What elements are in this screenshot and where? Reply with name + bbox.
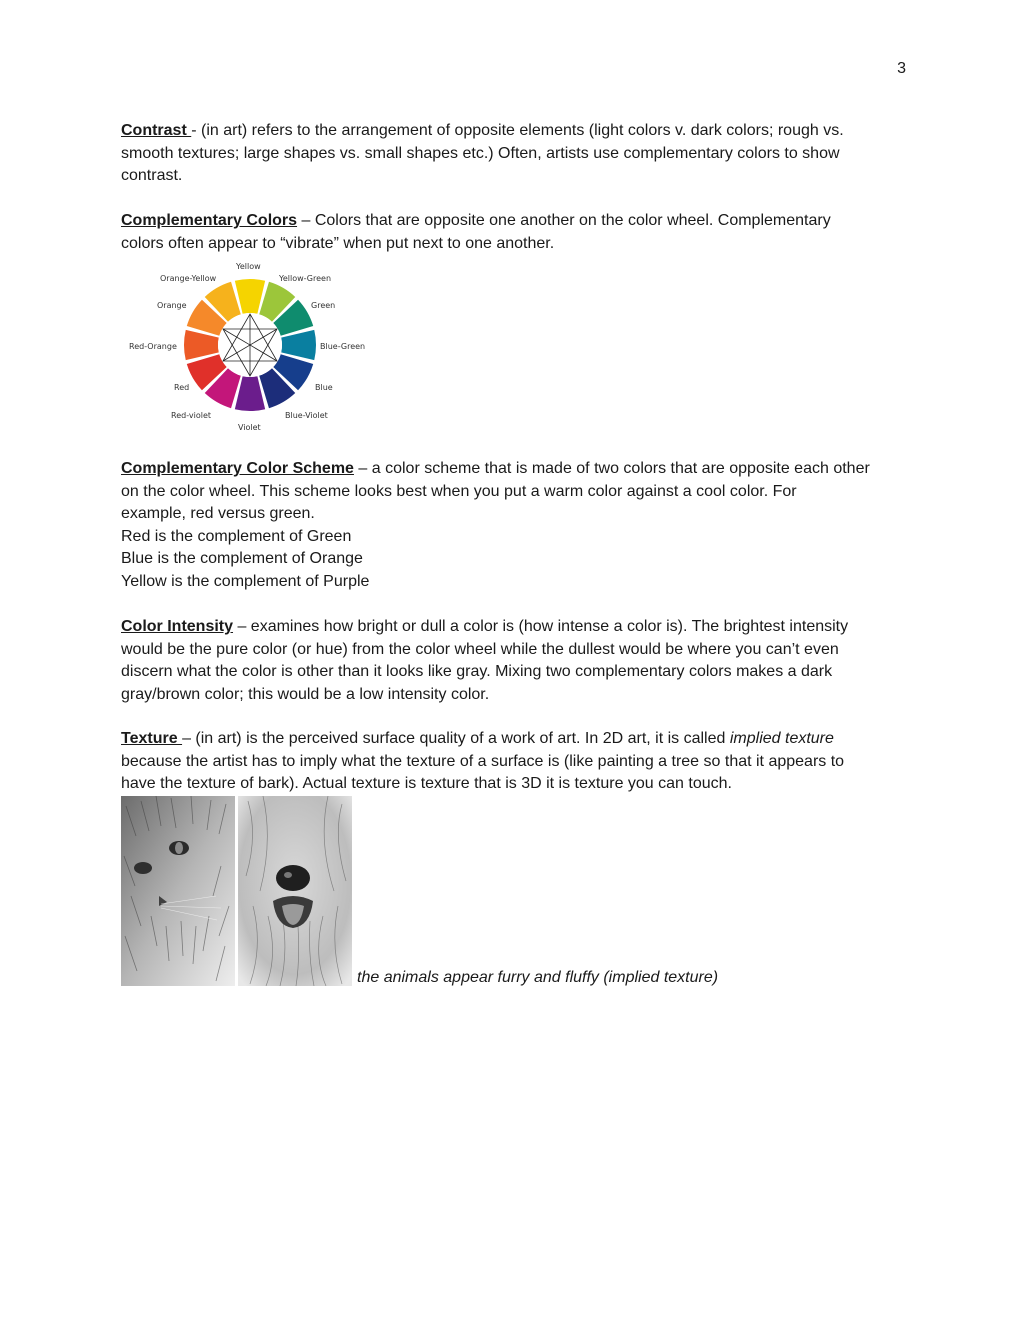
contrast-line-1: - (in art) refers to the arrangement of opposite elements (light colors v. dark colors; rough vs. xyxy=(191,122,844,139)
complementary-scheme-line-2: on the color wheel. This scheme looks best when you put a warm color against a cool color. For xyxy=(121,482,797,500)
contrast-paragraph xyxy=(121,120,911,188)
label-blue: Blue xyxy=(315,383,333,392)
color-intensity-line-2: would be the pure color (or hue) from the color wheel while the dullest would be where you can’t even xyxy=(121,640,839,658)
texture-line-1: – (in art) is the perceived surface quality of a work of art. In 2D art, it is called xyxy=(182,730,730,747)
texture-line-3: have the texture of bark). Actual texture is texture that is 3D it is texture you can touch. xyxy=(121,775,732,793)
color-intensity-line-4: gray/brown color; this would be a low intensity color. xyxy=(121,685,490,703)
complementary-scheme-paragraph xyxy=(121,458,911,594)
complement-blue-orange: Blue is the complement of Orange xyxy=(121,550,363,568)
texture-term: Texture xyxy=(121,730,183,747)
complementary-colors-term: Complementary Colors xyxy=(121,212,298,229)
texture-implied-texture: implied texture xyxy=(729,730,834,747)
color-intensity-term: Color Intensity xyxy=(121,618,234,635)
contrast-term: Contrast xyxy=(121,122,192,139)
color-intensity-line-3: discern what the color is other than it looks like gray. Mixing two complementary colors makes a dark xyxy=(121,663,833,681)
wheel-segment-violet xyxy=(235,376,265,411)
color-intensity-paragraph xyxy=(121,616,911,706)
wheel-segment-red-orange xyxy=(184,330,219,360)
dog-drawing-image xyxy=(238,796,352,986)
color-intensity-line-1: – examines how bright or dull a color is (how intense a color is). The brightest intensity xyxy=(233,618,849,635)
wheel-segment-yellow xyxy=(235,279,265,314)
label-blue-green: Blue-Green xyxy=(320,342,366,351)
color-wheel-image xyxy=(121,258,371,436)
contrast-line-2: smooth textures; large shapes vs. small shapes etc.) Often, artists use complementary colors to show xyxy=(121,144,840,162)
texture-image-caption: the animals appear furry and fluffy (implied texture) xyxy=(357,969,719,986)
page-number: 3 xyxy=(897,60,906,77)
label-red: Red xyxy=(174,383,190,392)
complementary-colors-line-1: – Colors that are opposite one another on the color wheel. Complementary xyxy=(297,212,831,229)
label-orange-yellow: Orange-Yellow xyxy=(160,274,217,283)
wheel-segment-blue-green xyxy=(281,330,316,360)
label-red-orange: Red-Orange xyxy=(129,342,177,351)
complementary-colors-paragraph xyxy=(121,210,911,255)
texture-line-2: because the artist has to imply what the texture of a surface is (like painting a tree so that it appears to xyxy=(121,752,845,770)
label-violet: Violet xyxy=(238,423,261,432)
complement-yellow-purple: Yellow is the complement of Purple xyxy=(121,572,370,590)
label-red-violet: Red-violet xyxy=(171,411,212,420)
complementary-colors-line-2: colors often appear to “vibrate” when put next to one another. xyxy=(121,234,555,252)
cat-drawing-image xyxy=(121,796,235,986)
label-green: Green xyxy=(311,301,336,310)
complementary-scheme-term: Complementary Color Scheme xyxy=(121,460,354,477)
complement-red-green: Red is the complement of Green xyxy=(121,527,352,545)
complementary-scheme-line-3: example, red versus green. xyxy=(121,505,315,523)
label-yellow: Yellow xyxy=(236,262,261,271)
complementary-scheme-line-1: – a color scheme that is made of two colors that are opposite each other xyxy=(353,460,870,477)
contrast-line-3: contrast. xyxy=(121,167,183,185)
label-orange: Orange xyxy=(157,301,187,310)
label-blue-violet: Blue-Violet xyxy=(285,411,328,420)
label-yellow-green: Yellow-Green xyxy=(279,274,332,283)
texture-paragraph xyxy=(121,728,911,796)
